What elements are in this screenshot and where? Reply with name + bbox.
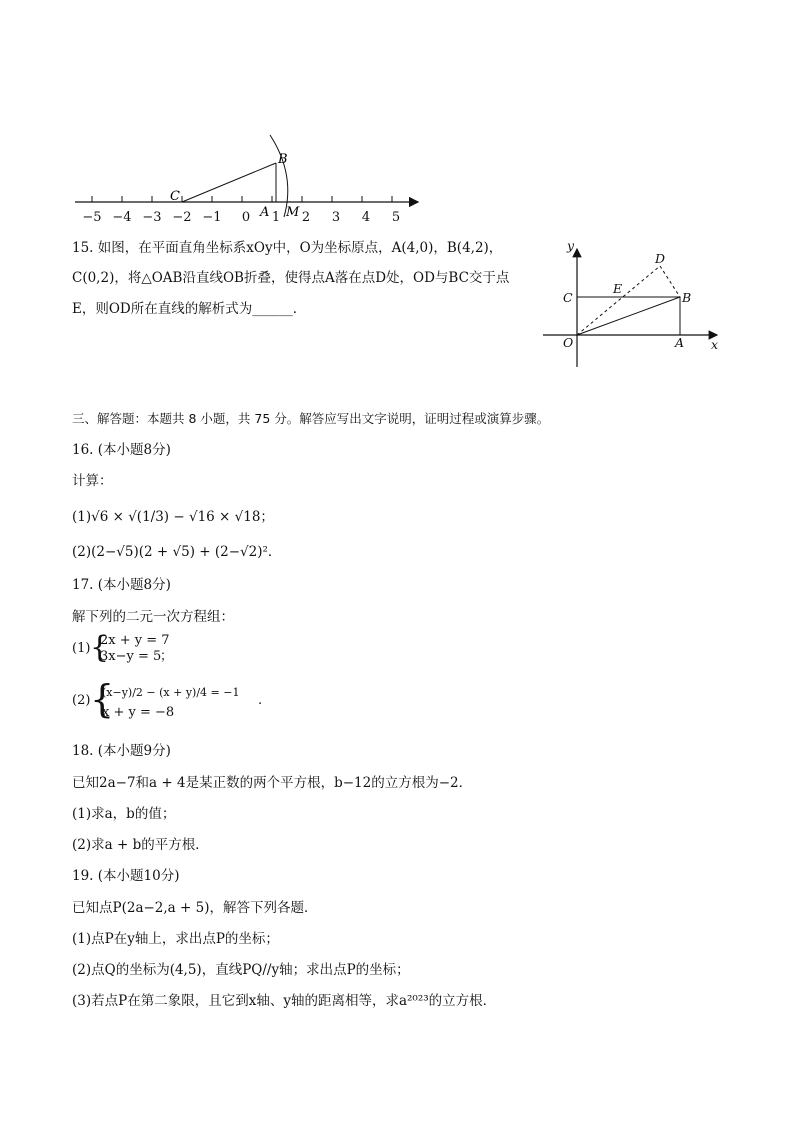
q17-system-2 (72, 677, 272, 724)
tick-label: 2 (301, 210, 311, 225)
q17-head: 17. (本小题8分) (72, 577, 171, 593)
system-2-brace: { (90, 677, 115, 721)
system-1-eq-1: 2x + y = 7 (100, 633, 170, 648)
section-3-heading: 三、解答题：本题共 8 小题，共 75 分。解答应写出文字说明，证明过程或演算步骤。 (72, 411, 550, 426)
q16-part-2: (2)(2−√5)(2 + √5) + (2−√2)²． (72, 544, 282, 560)
q19-part-1: (1)点P在y轴上，求出点P的坐标； (72, 931, 279, 947)
system-1-brace: { (90, 630, 110, 665)
label-b: B (278, 152, 288, 167)
number-line-ticks (92, 196, 392, 202)
system-2-end: . (258, 693, 263, 708)
segment-ob (577, 297, 680, 335)
tick-label: 0 (241, 210, 251, 225)
q15-line-1: 15. 如图，在平面直角坐标系xOy中，O为坐标原点，A(4,0)，B(4,2)， (72, 240, 503, 256)
fold-figure (535, 235, 730, 370)
segment-db-dashed (660, 266, 680, 297)
label-c: C (170, 189, 180, 204)
q16-head: 16. (本小题8分) (72, 442, 171, 458)
label-m: M (286, 205, 300, 220)
fig-label-o: O (563, 335, 574, 350)
q18-text: 已知2a−7和a + 4是某正数的两个平方根，b−12的立方根为−2． (72, 775, 473, 791)
q19-text: 已知点P(2a−2,a + 5)，解答下列各题． (72, 900, 318, 916)
tick-label: −2 (172, 210, 192, 225)
q19-part-3: (3)若点P在第二象限，且它到x轴、y轴的距离相等，求a²⁰²³的立方根． (72, 993, 497, 1009)
q16-prompt: 计算： (72, 473, 113, 489)
system-1-label: (1) (72, 641, 91, 656)
segment-od-dashed (577, 266, 660, 335)
system-1-end: ； (160, 649, 174, 664)
fig-label-x: x (711, 337, 719, 352)
label-a: A (260, 205, 270, 220)
segment-cb (182, 163, 276, 202)
tick-label: −1 (202, 210, 222, 225)
tick-label: 1 (271, 210, 281, 225)
tick-label: −3 (142, 210, 162, 225)
tick-label: 4 (361, 210, 371, 225)
q19-head: 19. (本小题10分) (72, 868, 180, 884)
system-2-eq-1: (x−y)/2 − (x + y)/4 = −1 (102, 686, 240, 699)
system-2-label: (2) (72, 693, 91, 708)
system-2-eq-2: x + y = −8 (102, 705, 175, 720)
q15-line-2: C(0,2)，将△OAB沿直线OB折叠，使得点A落在点D处，OD与BC交于点 (72, 270, 510, 286)
fig-label-b: B (682, 290, 692, 305)
fig-label-e: E (613, 281, 623, 296)
tick-label: −4 (112, 210, 132, 225)
q17-system-1 (72, 630, 192, 667)
tick-label: −5 (82, 210, 102, 225)
q19-part-2: (2)点Q的坐标为(4,5)，直线PQ//y轴；求出点P的坐标； (72, 962, 410, 978)
q18-head: 18. (本小题9分) (72, 743, 171, 759)
q18-part-2: (2)求a + b的平方根． (72, 837, 209, 853)
number-line-figure (60, 125, 430, 230)
q18-part-1: (1)求a，b的值； (72, 806, 176, 822)
tick-label: 5 (391, 210, 401, 225)
fig-label-d: D (655, 251, 666, 266)
tick-label: 3 (331, 210, 341, 225)
q16-part-1: (1)√6 × √(1/3) − √16 × √18； (72, 509, 274, 525)
fig-label-a: A (675, 335, 685, 350)
q15-line-3: E，则OD所在直线的解析式为______． (72, 301, 307, 317)
q17-prompt: 解下列的二元一次方程组： (72, 609, 234, 625)
fig-label-c: C (563, 290, 573, 305)
fig-label-y: y (567, 238, 575, 253)
system-1-eq-2: 3x−y = 5 (100, 649, 162, 664)
